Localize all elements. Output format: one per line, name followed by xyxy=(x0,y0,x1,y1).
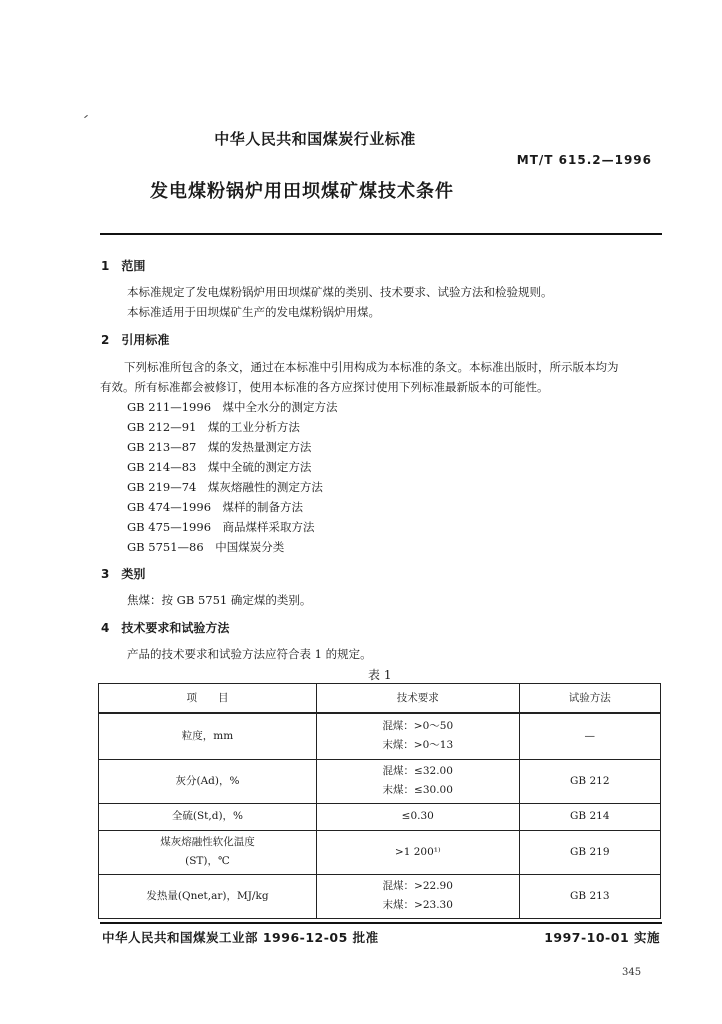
table-row xyxy=(99,713,661,759)
section-4-heading: 4 技术要求和试验方法 xyxy=(101,621,230,635)
item-cell: 灰分(Ad)，% xyxy=(99,759,317,803)
method-cell: GB 213 xyxy=(519,874,660,918)
reference-item: GB 474—1996 煤样的制备方法 xyxy=(127,500,304,514)
section-1-paragraph-2: 本标准适用于田坝煤矿生产的发电煤粉锅炉用煤。 xyxy=(127,305,380,319)
section-1-paragraph-1: 本标准规定了发电煤粉锅炉用田坝煤矿煤的类别、技术要求、试验方法和检验规则。 xyxy=(127,285,553,299)
table-row xyxy=(99,759,661,803)
requirement-cell xyxy=(316,713,519,759)
reference-item: GB 214—83 煤中全硫的测定方法 xyxy=(127,460,312,474)
specification-table xyxy=(98,683,661,919)
method-cell: — xyxy=(519,713,660,759)
requirement-line: 混煤：>22.90 xyxy=(382,880,453,892)
requirement-cell xyxy=(316,874,519,918)
requirement-line: 末煤：>23.30 xyxy=(382,899,453,911)
requirement-cell: ≤0.30 xyxy=(316,803,519,830)
column-header-item: 项 目 xyxy=(99,684,317,714)
requirement-line: 混煤：>0～50 xyxy=(382,720,454,733)
reference-item: GB 211—1996 煤中全水分的测定方法 xyxy=(127,400,338,414)
reference-item: GB 475—1996 商品煤样采取方法 xyxy=(127,520,315,534)
column-header-requirement: 技术要求 xyxy=(316,684,519,714)
reference-item: GB 212—91 煤的工业分析方法 xyxy=(127,420,300,434)
effective-date: 1997-10-01 实施 xyxy=(544,930,660,945)
method-cell: GB 214 xyxy=(519,803,660,830)
table-row xyxy=(99,803,661,830)
table-row xyxy=(99,830,661,874)
requirement-line: 末煤：>0～13 xyxy=(382,739,454,752)
section-4-paragraph: 产品的技术要求和试验方法应符合表 1 的规定。 xyxy=(127,647,372,661)
requirement-line: 末煤：≤30.00 xyxy=(382,784,453,796)
header-divider xyxy=(100,233,662,235)
section-2-paragraph-line-1: 下列标准所包含的条文，通过在本标准中引用构成为本标准的条文。本标准出版时，所示版本均为 xyxy=(124,360,619,374)
page-number: 345 xyxy=(622,967,642,978)
item-cell: 粒度，mm xyxy=(99,713,317,759)
section-2-heading: 2 引用标准 xyxy=(101,333,170,347)
item-line: (ST)，℃ xyxy=(185,855,230,867)
reference-item: GB 5751—86 中国煤炭分类 xyxy=(127,540,285,554)
standard-code: MT/T 615.2—1996 xyxy=(516,153,652,167)
table-row xyxy=(99,874,661,918)
method-cell: GB 212 xyxy=(519,759,660,803)
section-3-heading: 3 类别 xyxy=(101,567,146,581)
method-cell: GB 219 xyxy=(519,830,660,874)
section-3-paragraph: 焦煤：按 GB 5751 确定煤的类别。 xyxy=(127,593,312,607)
requirement-cell: >1 200¹⁾ xyxy=(316,830,519,874)
item-line: 煤灰熔融性软化温度 xyxy=(160,836,255,848)
item-cell xyxy=(99,830,317,874)
approval-line: 中华人民共和国煤炭工业部 1996-12-05 批准 xyxy=(102,930,379,945)
table-caption: 表 1 xyxy=(368,668,392,682)
reference-item: GB 219—74 煤灰熔融性的测定方法 xyxy=(127,480,323,494)
requirement-cell xyxy=(316,759,519,803)
item-cell: 全硫(St,d)，% xyxy=(99,803,317,830)
document-title: 发电煤粉锅炉用田坝煤矿煤技术条件 xyxy=(150,181,454,202)
section-2-paragraph-line-2: 有效。所有标准都会被修订，使用本标准的各方应探讨使用下列标准最新版本的可能性。 xyxy=(100,380,549,394)
table-header-row xyxy=(99,684,661,714)
column-header-test-method: 试验方法 xyxy=(519,684,660,714)
standard-org-title: 中华人民共和国煤炭行业标准 xyxy=(214,130,416,148)
requirement-line: 混煤：≤32.00 xyxy=(382,765,453,777)
scan-mark xyxy=(84,115,88,118)
reference-item: GB 213—87 煤的发热量测定方法 xyxy=(127,440,312,454)
item-cell: 发热量(Qnet,ar)，MJ/kg xyxy=(99,874,317,918)
footer-divider xyxy=(100,922,662,924)
section-1-heading: 1 范围 xyxy=(101,259,146,273)
